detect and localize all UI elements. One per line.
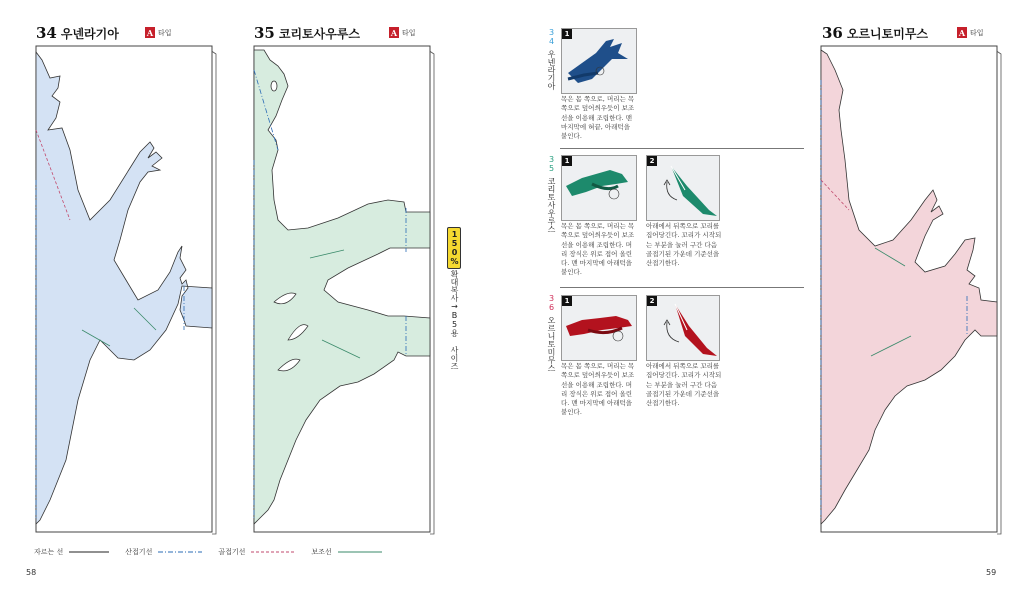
dinosaur-tail-icon — [647, 296, 719, 360]
model-36-number: 36 — [822, 24, 843, 42]
section-divider — [560, 287, 804, 288]
type-letter: A — [958, 27, 966, 38]
mountain-fold-line-icon — [158, 550, 202, 554]
step-number: 2 — [647, 156, 657, 166]
cut-line-icon — [69, 550, 109, 554]
model-34-cutout-sheet — [30, 40, 220, 538]
instruction-36-step-2-text: 아래에서 뒤쪽으로 꼬리를 집어당긴다. 꼬리가 시작되는 부분을 눌러 구간 다음 골접기된 가운데 기준선을 산접기한다. — [646, 362, 722, 408]
type-label: 타입 — [402, 28, 416, 37]
model-35-number: 35 — [254, 24, 275, 42]
type-label: 타입 — [970, 28, 984, 37]
model-34-name: 우넨라기아 — [60, 27, 119, 41]
instruction-35-step-2-text: 아래에서 뒤쪽으로 꼬리를 집어당긴다. 꼬리가 시작되는 부분을 눌러 구간 다음 골접기된 가운데 기준선을 산접기한다. — [646, 222, 722, 268]
dinosaur-head-icon — [562, 29, 636, 93]
legend-valley-label: 골접기선 — [218, 548, 246, 556]
valley-fold-line-icon — [251, 550, 295, 554]
legend-guide-label: 보조선 — [311, 548, 332, 556]
instruction-36-step-1-image — [561, 295, 637, 361]
instruction-35-number: 35 — [547, 155, 556, 173]
instruction-35-step-1-text: 목은 몸 쪽으로, 머리는 목 쪽으로 덮어씌우듯이 보조선을 이용해 조립한다. 머리 장식은 위로 접어 올린다. 맨 마지막에 아래턱을 붙인다. — [561, 222, 635, 277]
model-35-cutout-sheet — [248, 40, 438, 538]
dinosaur-head-icon — [562, 296, 636, 360]
scale-badge: 150% — [447, 227, 461, 269]
model-36-cutout-sheet — [815, 40, 1005, 538]
dinosaur-tail-icon — [647, 156, 719, 220]
step-number: 1 — [562, 156, 572, 166]
instruction-34-name: 우넨라기아 — [547, 50, 556, 90]
dinosaur-head-icon — [562, 156, 636, 220]
instruction-35-step-2-image — [646, 155, 720, 221]
instruction-36-number: 36 — [547, 294, 556, 312]
step-number: 2 — [647, 296, 657, 306]
instruction-36-step-1-text: 목은 몸 쪽으로, 머리는 목 쪽으로 덮어씌우듯이 보조선을 이용해 조립한다. 머리 장식은 위로 접어 올린다. 맨 마지막에 아래턱을 붙인다. — [561, 362, 635, 417]
page-number-left: 58 — [26, 568, 37, 577]
model-35-name: 코리토사우루스 — [278, 27, 361, 41]
instruction-36-name: 오르니토미무스 — [547, 316, 556, 372]
instruction-34-number: 34 — [547, 28, 556, 46]
line-legend — [34, 547, 382, 557]
page-number-right: 59 — [986, 568, 997, 577]
instruction-34-step-1-text: 목은 몸 쪽으로, 머리는 목 쪽으로 덮어씌우듯이 보조선을 이용해 조립한다. 맨 마지막에 혀끝, 아래턱을 붙인다. — [561, 95, 635, 141]
step-number: 1 — [562, 29, 572, 39]
section-divider — [560, 148, 804, 149]
instruction-35-step-1-image — [561, 155, 637, 221]
type-letter: A — [390, 27, 398, 38]
guide-line-icon — [338, 550, 382, 554]
model-36-type-badge — [957, 27, 984, 38]
legend-cut-label: 자르는 선 — [34, 548, 64, 556]
type-label: 타입 — [158, 28, 172, 37]
legend-mountain-label: 산접기선 — [125, 548, 153, 556]
step-number: 1 — [562, 296, 572, 306]
instruction-35-name: 코리토사우루스 — [547, 177, 556, 233]
instruction-36-step-2-image — [646, 295, 720, 361]
model-34-number: 34 — [36, 24, 57, 42]
scale-instruction: 확대복사→B5용 사이즈 — [450, 270, 459, 370]
instruction-34-step-1-image — [561, 28, 637, 94]
type-letter: A — [146, 27, 154, 38]
model-34-type-badge — [145, 27, 172, 38]
model-35-type-badge — [389, 27, 416, 38]
model-36-name: 오르니토미무스 — [846, 27, 929, 41]
